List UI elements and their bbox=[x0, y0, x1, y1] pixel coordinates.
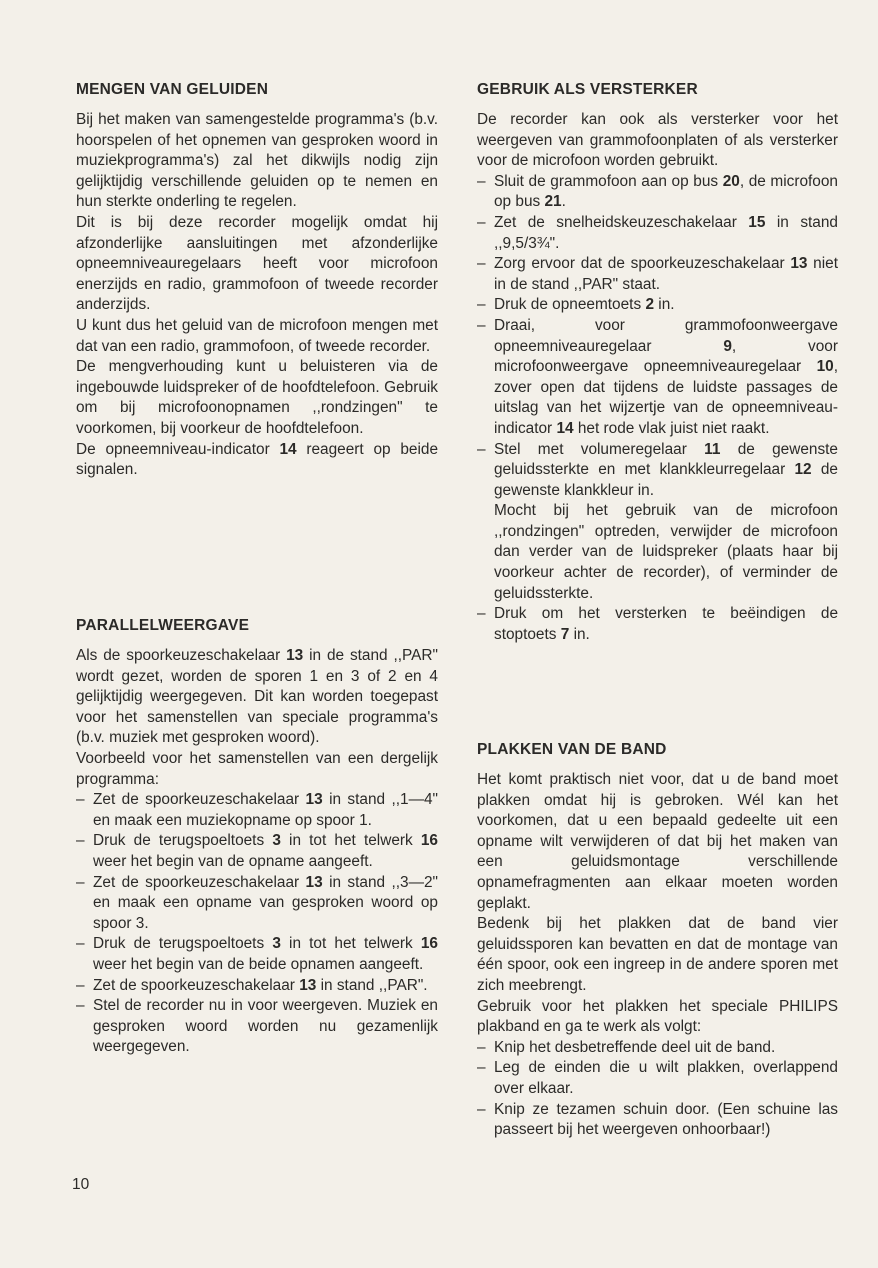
paragraph: De recorder kan ook als versterker voor het weergeven van grammofoonplaten of als versterker voor de microfoon worden gebruikt. bbox=[477, 111, 838, 170]
list-item: – Zet de spoorkeuzeschakelaar 13 in stand ,,PAR". bbox=[76, 976, 438, 997]
versterker-paragraphs bbox=[477, 110, 838, 172]
parallel-paragraphs bbox=[76, 646, 438, 790]
section-body-plakken bbox=[477, 770, 838, 1141]
versterker-steps bbox=[477, 172, 838, 646]
paragraph: Voorbeeld voor het samenstellen van een dergelijk programma: bbox=[76, 749, 438, 788]
list-item: Mocht bij het gebruik van de microfoon ,,rondzingen" optreden, verwijder de microfoon dan verder van de luidspreker (plaats haar bij voorkeur achter de recorder), of verminder de geluidssterkte. bbox=[494, 502, 838, 602]
list-item: – Stel de recorder nu in voor weergeven. Muziek en gesproken woord worden nu gezamenlijk weergegeven. bbox=[76, 996, 438, 1058]
paragraph: De mengverhouding kunt u beluisteren via de ingebouwde luidspreker of de hoofdtelefoon. Gebruik om bij microfoonopnamen ,,rondzingen" te voorkomen, bij voorkeur de hoofdtelefoon. bbox=[76, 358, 438, 437]
paragraph: Gebruik voor het plakken het speciale PHILIPS plakband en ga te werk als volgt: bbox=[477, 997, 838, 1036]
list-item: – Druk de terugspoeltoets 3 in tot het telwerk 16 weer het begin van de opname aangeeft. bbox=[76, 831, 438, 872]
plakken-paragraphs bbox=[477, 770, 838, 1038]
list-item: – Sluit de grammofoon aan op bus 20, de microfoon op bus 21. bbox=[477, 172, 838, 213]
section-title-versterker: GEBRUIK ALS VERSTERKER bbox=[477, 81, 698, 98]
paragraph: Als de spoorkeuzeschakelaar 13 in de stand ,,PAR" wordt gezet, worden de sporen 1 en 3 of 2 en 4 gelijktijdig weergegeven. Dit kan worden toegepast voor het samenstellen van speciale programma's (b.v. muziek met gesproken woord). bbox=[76, 647, 439, 747]
section-plakken bbox=[477, 740, 838, 1141]
parallel-steps bbox=[76, 790, 438, 1058]
paragraph: U kunt dus het geluid van de microfoon mengen met dat van een radio, grammofoon, of tweede recorder. bbox=[76, 316, 438, 355]
section-parallel bbox=[76, 616, 438, 1058]
plakken-steps bbox=[477, 1038, 838, 1141]
paragraph: Bij het maken van samengestelde programma's (b.v. hoorspelen of het opnemen van gesproken woord in muziekprogramma's) zal het dikwijls nodig zijn gelijktijdig verschillende geluiden op te nemen en hun sterkte onderling te regelen. bbox=[76, 111, 438, 211]
list-item: – Zet de spoorkeuzeschakelaar 13 in stand ,,3—2" en maak een opname van gesproken woord op spoor 3. bbox=[76, 873, 438, 935]
list-item: – Druk om het versterken te beëindigen de stoptoets 7 in. bbox=[477, 604, 838, 645]
list-item: – Knip ze tezamen schuin door. (Een schuine las passeert bij het weergeven onhoorbaar!) bbox=[477, 1100, 838, 1141]
section-mengen bbox=[76, 80, 438, 481]
section-versterker bbox=[477, 80, 838, 645]
list-item: – Leg de einden die u wilt plakken, overlappend over elkaar. bbox=[477, 1058, 838, 1099]
section-body-parallel bbox=[76, 646, 438, 1058]
list-item: – Zorg ervoor dat de spoorkeuzeschakelaar 13 niet in de stand ,,PAR" staat. bbox=[477, 254, 838, 295]
list-item: – Druk de terugspoeltoets 3 in tot het telwerk 16 weer het begin van de beide opnamen aangeeft. bbox=[76, 934, 438, 975]
section-body-mengen bbox=[76, 110, 438, 481]
list-item: – Knip het desbetreffende deel uit de band. bbox=[477, 1038, 838, 1059]
list-item: – Zet de snelheidskeuzeschakelaar 15 in stand ,,9,5/3¾". bbox=[477, 213, 838, 254]
paragraph: De opneemniveau-indicator 14 reageert op beide signalen. bbox=[76, 440, 439, 479]
page-number: 10 bbox=[72, 1176, 90, 1193]
list-item: – Zet de spoorkeuzeschakelaar 13 in stand ,,1—4" en maak een muziekopname op spoor 1. bbox=[76, 790, 438, 831]
list-item: – Stel met volumeregelaar 11 de gewenste geluidssterkte en met klankkleurregelaar 12 de gewenste klankkleur in. bbox=[477, 440, 838, 502]
section-body-versterker bbox=[477, 110, 838, 645]
list-item: – Druk de opneemtoets 2 in. bbox=[477, 295, 838, 316]
paragraph: Bedenk bij het plakken dat de band vier geluidssporen kan bevatten en dat de montage van één spoor, ook een ingreep in de andere sporen met zich meebrengt. bbox=[477, 915, 838, 994]
section-title-parallel: PARALLELWEERGAVE bbox=[76, 617, 250, 634]
paragraph: Het komt praktisch niet voor, dat u de band moet plakken omdat hij is gebroken. Wél kan het voorkomen, dat u een bepaald gedeelte uit een opname wilt verwijderen of dat bij het maken van een geluidsmontage verschillende opnamefragmenten aan elkaar moeten worden geplakt. bbox=[477, 771, 838, 912]
section-title-mengen: MENGEN VAN GELUIDEN bbox=[76, 81, 269, 98]
paragraph: Dit is bij deze recorder mogelijk omdat hij afzonderlijke aansluitingen met afzonderlijke opneemniveauregelaars heeft voor microfoon enerzijds en radio, grammofoon of tweede recorder anderzijds. bbox=[76, 213, 438, 314]
list-item: – Draai, voor grammofoonweergave opneemniveauregelaar 9, voor microfoonweergave opneemniveauregelaar 10, zover open dat tijdens de luidste passages de uitslag van het wijzertje van de opneemniveau-indicator 14 het rode vlak juist niet raakt. bbox=[477, 316, 838, 440]
section-title-plakken: PLAKKEN VAN DE BAND bbox=[477, 741, 667, 758]
